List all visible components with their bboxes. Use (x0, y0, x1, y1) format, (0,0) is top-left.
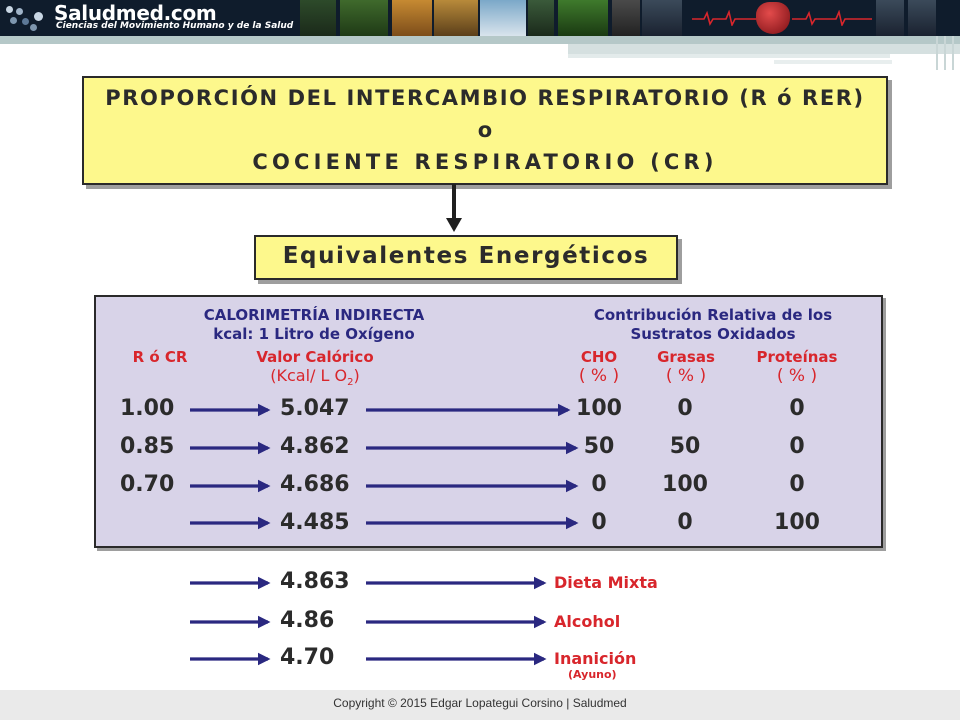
table-row-4-fat: 0 (677, 510, 693, 535)
title-line-3: COCIENTE RESPIRATORIO (CR) (252, 150, 718, 174)
table-row-3-fat: 100 (662, 472, 708, 497)
left-header-line-1: CALORIMETRÍA INDIRECTA (203, 306, 425, 324)
bottom-label-3-sub: (Ayuno) (568, 668, 617, 681)
table-row-1-protein: 0 (789, 396, 805, 421)
table-row-2-r: 0.85 (120, 434, 175, 459)
table-row-4-protein: 100 (774, 510, 820, 535)
col-protein-header: Proteínas (756, 348, 838, 366)
table-row-2-kcal: 4.862 (280, 434, 350, 459)
brand-name: Saludmed.com (54, 1, 217, 25)
table-row-4-cho: 0 (591, 510, 607, 535)
title-line-2: o (477, 118, 493, 142)
table-row-4-kcal: 4.485 (280, 510, 350, 535)
col-cho-header: CHO (580, 348, 618, 366)
right-header-line-2: Sustratos Oxidados (630, 325, 796, 343)
right-header-line-1: Contribución Relativa de los (593, 306, 833, 324)
table-row-2-cho: 50 (583, 434, 615, 459)
col-r-header: R ó CR (132, 348, 188, 366)
table-row-1-kcal: 5.047 (280, 396, 350, 421)
col-fat-unit: ( % ) (665, 366, 707, 386)
table-row-3-protein: 0 (789, 472, 805, 497)
table-row-2-fat: 50 (669, 434, 701, 459)
copyright-text: Copyright © 2015 Edgar Lopategui Corsino | Saludmed (333, 696, 627, 710)
bottom-label-2: Alcohol (554, 612, 621, 631)
footer-bar (0, 690, 960, 720)
bottom-label-1: Dieta Mixta (554, 573, 658, 592)
bottom-value-3: 4.70 (280, 645, 335, 670)
table-row-3-r: 0.70 (120, 472, 175, 497)
table-row-1-fat: 0 (677, 396, 693, 421)
col-protein-unit: ( % ) (776, 366, 818, 386)
col-fat-header: Grasas (657, 348, 715, 366)
brand-tagline: Ciencias del Movimiento Humano y de la Salud (56, 21, 294, 31)
table-row-2-protein: 0 (789, 434, 805, 459)
col-cho-unit: ( % ) (578, 366, 620, 386)
col-caloric-unit: (Kcal/ L $O_2$) (270, 366, 360, 389)
subtitle: Equivalentes Energéticos (282, 243, 650, 269)
table-row-3-cho: 0 (591, 472, 607, 497)
bottom-value-1: 4.863 (280, 569, 350, 594)
title-line-1: PROPORCIÓN DEL INTERCAMBIO RESPIRATORIO (R ó RER) (105, 86, 865, 110)
table-row-1-r: 1.00 (120, 396, 175, 421)
bottom-value-2: 4.86 (280, 608, 335, 633)
table-row-3-kcal: 4.686 (280, 472, 350, 497)
col-caloric-header: Valor Calórico (256, 348, 374, 366)
left-header-line-2: kcal: 1 Litro de Oxígeno (213, 325, 415, 343)
table-row-1-cho: 100 (576, 396, 622, 421)
bottom-label-3: Inanición (554, 649, 637, 668)
